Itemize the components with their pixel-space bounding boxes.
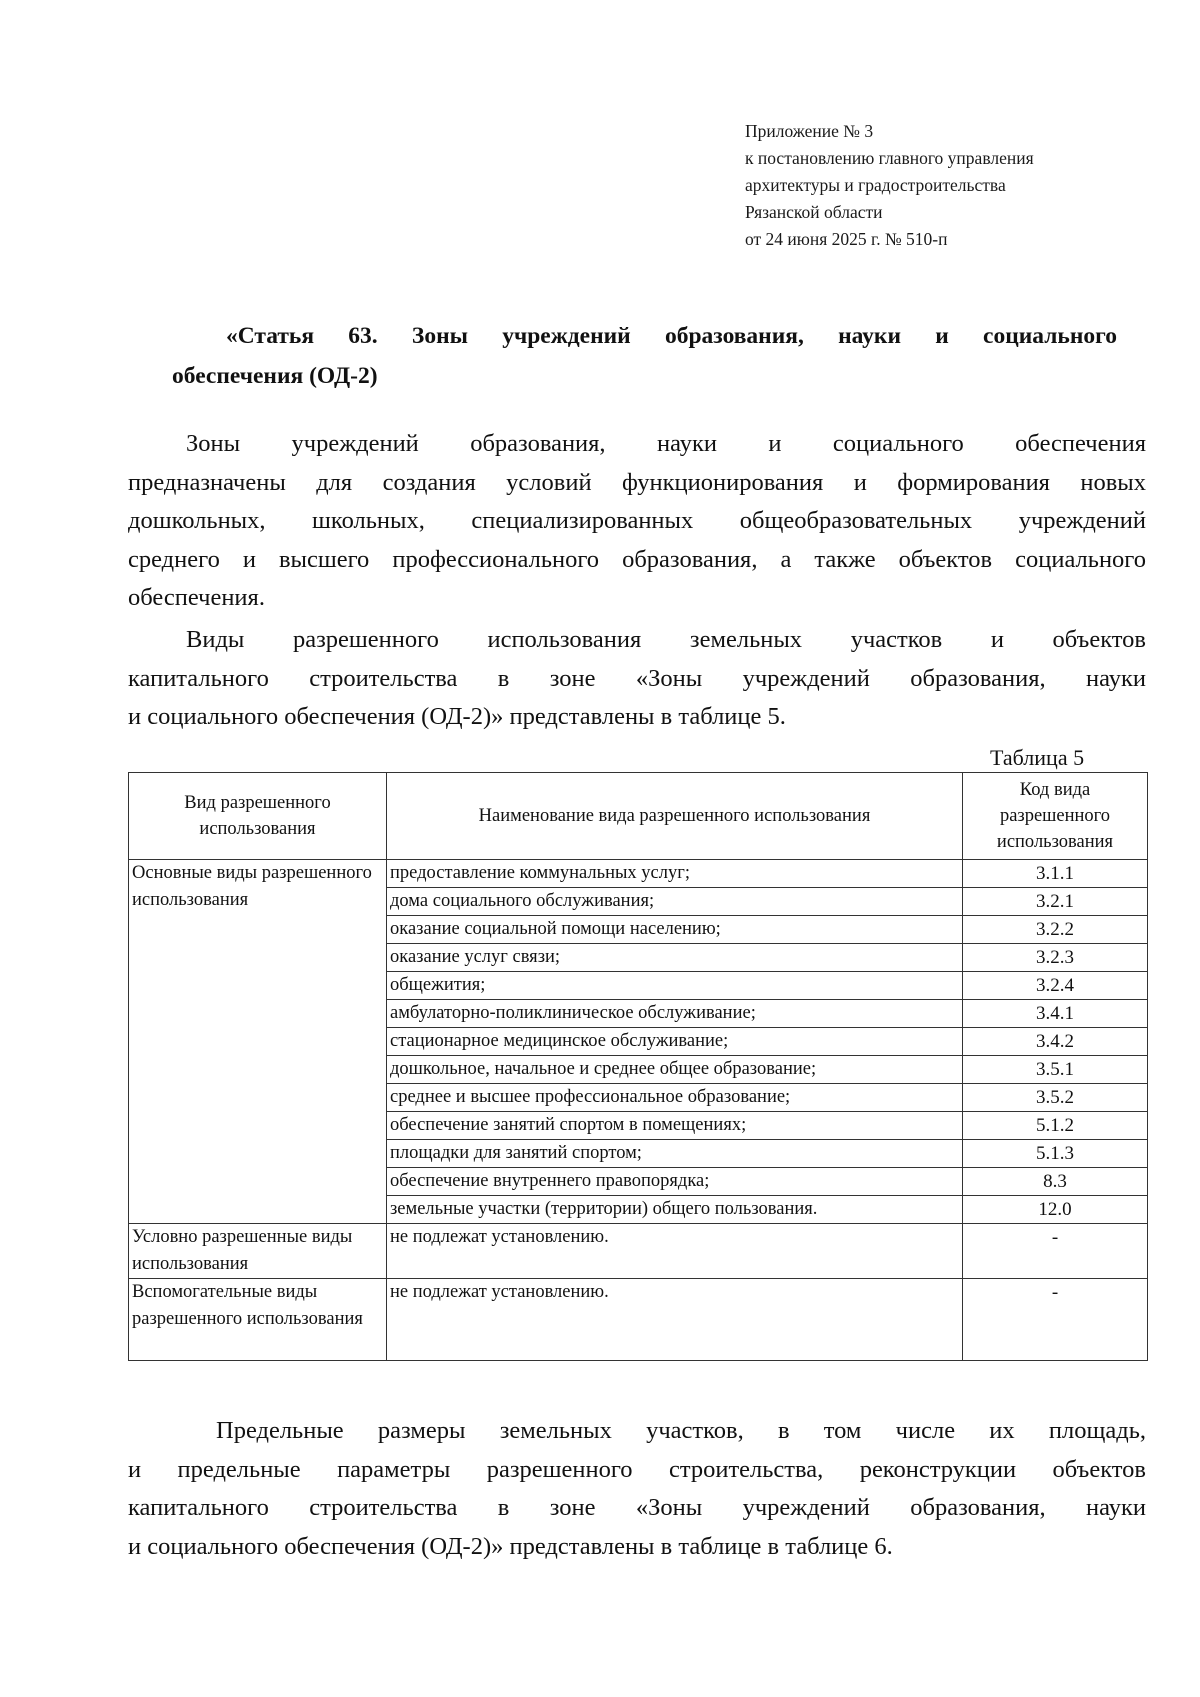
usage-name-cell: стационарное медицинское обслуживание; <box>387 1028 963 1056</box>
paragraph-usage-types <box>128 621 1146 737</box>
usage-code-cell: - <box>963 1224 1148 1279</box>
text-line: и социального обеспечения (ОД-2)» представлены в таблице в таблице 6. <box>128 1532 893 1560</box>
paragraph-purpose <box>128 425 1146 618</box>
usage-code-cell: 3.2.4 <box>963 972 1148 1000</box>
header-usage-name: Наименование вида разрешенного использования <box>387 773 963 860</box>
usage-name-cell: дошкольное, начальное и среднее общее образование; <box>387 1056 963 1084</box>
appendix-line: Приложение № 3 <box>745 121 874 141</box>
text-line: дошкольных, школьных, специализированных общеобразовательных учреждений <box>128 507 1146 534</box>
usage-code-cell: 3.5.2 <box>963 1084 1148 1112</box>
table-row <box>129 860 1148 888</box>
usage-name-cell: земельные участки (территории) общего пользования. <box>387 1196 963 1224</box>
text-line: среднего и высшего профессионального образования, а также объектов социального <box>128 545 1146 573</box>
article-heading-line: «Статья 63. Зоны учреждений образования, науки и социального <box>226 323 1117 349</box>
usage-code-cell: 3.4.2 <box>963 1028 1148 1056</box>
usage-name-cell: оказание услуг связи; <box>387 944 963 972</box>
text-line: капитального строительства в зоне «Зоны учреждений образования, науки <box>128 664 1146 692</box>
usage-name-cell: предоставление коммунальных услуг; <box>387 860 963 888</box>
usage-name-cell: амбулаторно-поликлиническое обслуживание; <box>387 1000 963 1028</box>
text-line: обеспечения. <box>128 584 265 611</box>
usage-code-cell: 12.0 <box>963 1196 1148 1224</box>
header-usage-type: Вид разрешенного использования <box>129 773 387 860</box>
group-cell-auxiliary: Вспомогательные виды разрешенного использования <box>129 1279 387 1361</box>
usage-name-cell: общежития; <box>387 972 963 1000</box>
header-usage-code: Код вида разрешенного использования <box>963 773 1148 860</box>
usage-code-cell: 3.1.1 <box>963 860 1148 888</box>
usage-code-cell: 8.3 <box>963 1168 1148 1196</box>
group-cell-main: Основные виды разрешенного использования <box>129 860 387 1224</box>
appendix-line: архитектуры и градостроительства <box>745 175 1006 195</box>
usage-code-cell: 3.2.3 <box>963 944 1148 972</box>
usage-name-cell: среднее и высшее профессиональное образование; <box>387 1084 963 1112</box>
usage-name-cell: обеспечение внутреннего правопорядка; <box>387 1168 963 1196</box>
usage-name-cell: не подлежат установлению. <box>387 1224 963 1279</box>
table-row <box>129 1224 1148 1279</box>
usage-name-cell: обеспечение занятий спортом в помещениях; <box>387 1112 963 1140</box>
table-header-row <box>129 773 1148 860</box>
text-line: капитального строительства в зоне «Зоны учреждений образования, науки <box>128 1494 1146 1521</box>
usage-types-table <box>128 772 1148 1361</box>
usage-code-cell: 5.1.3 <box>963 1140 1148 1168</box>
text-line: предназначены для создания условий функционирования и формирования новых <box>128 468 1146 496</box>
usage-name-cell: площадки для занятий спортом; <box>387 1140 963 1168</box>
article-heading <box>172 316 1117 396</box>
group-cell-conditional: Условно разрешенные виды использования <box>129 1224 387 1279</box>
text-line: и предельные параметры разрешенного строительства, реконструкции объектов <box>128 1455 1146 1483</box>
usage-code-cell: 5.1.2 <box>963 1112 1148 1140</box>
appendix-block <box>745 118 1034 253</box>
paragraph-limits <box>128 1412 1146 1566</box>
appendix-line: от 24 июня 2025 г. № 510-п <box>745 229 948 249</box>
table-row <box>129 1279 1148 1361</box>
usage-name-cell: дома социального обслуживания; <box>387 888 963 916</box>
table-caption: Таблица 5 <box>990 745 1085 770</box>
appendix-line: к постановлению главного управления <box>745 148 1034 168</box>
usage-code-cell: - <box>963 1279 1148 1361</box>
text-line: Зоны учреждений образования, науки и социального обеспечения <box>186 430 1146 457</box>
usage-name-cell: не подлежат установлению. <box>387 1279 963 1361</box>
text-line: и социального обеспечения (ОД-2)» представлены в таблице 5. <box>128 703 786 730</box>
usage-code-cell: 3.4.1 <box>963 1000 1148 1028</box>
text-line: Предельные размеры земельных участков, в том числе их площадь, <box>216 1417 1146 1444</box>
usage-code-cell: 3.2.2 <box>963 916 1148 944</box>
text-line: Виды разрешенного использования земельных участков и объектов <box>186 626 1146 653</box>
usage-code-cell: 3.5.1 <box>963 1056 1148 1084</box>
appendix-line: Рязанской области <box>745 202 883 222</box>
usage-name-cell: оказание социальной помощи населению; <box>387 916 963 944</box>
usage-code-cell: 3.2.1 <box>963 888 1148 916</box>
article-heading-line: обеспечения (ОД-2) <box>172 363 378 389</box>
